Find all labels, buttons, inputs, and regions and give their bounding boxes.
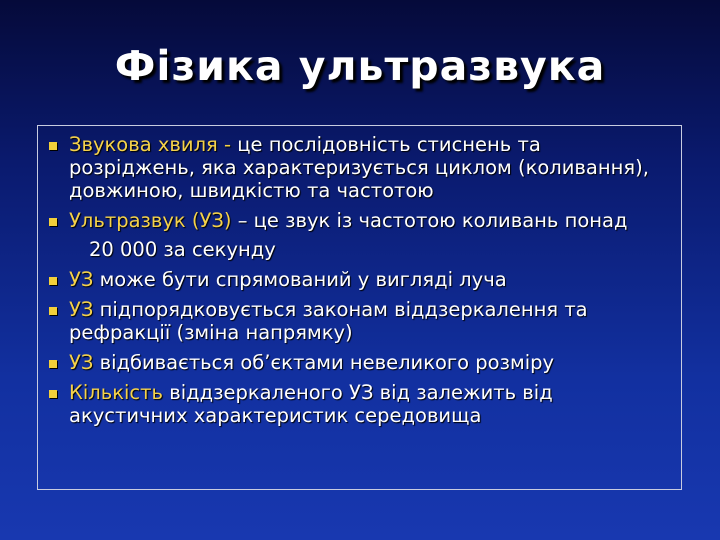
square-bullet-icon <box>49 218 57 226</box>
list-item-continuation <box>48 238 671 261</box>
item-term: Звукова хвиля - <box>69 133 232 156</box>
content-box <box>37 125 682 490</box>
item-text: відбивається об’єктами невеликого розміру <box>93 351 555 374</box>
square-bullet-icon <box>49 390 57 398</box>
slide-title: Фізика ультразвука <box>114 42 606 90</box>
square-bullet-icon <box>49 142 57 150</box>
item-term: УЗ <box>69 298 94 321</box>
item-text: підпорядковується законам віддзеркалення та рефракції (зміна напрямку) <box>69 298 588 344</box>
item-term: УЗ <box>69 268 94 291</box>
item-term: УЗ <box>69 351 94 374</box>
list-item <box>48 298 671 344</box>
item-text: 20 000 за секунду <box>89 238 276 261</box>
square-bullet-icon <box>49 360 57 368</box>
square-bullet-icon <box>49 307 57 315</box>
list-item <box>48 351 671 374</box>
square-bullet-icon <box>49 277 57 285</box>
item-text: віддзеркаленого УЗ від залежить від акустичних характеристик середовища <box>69 381 553 427</box>
list-item <box>48 209 671 232</box>
list-item <box>48 133 671 202</box>
list-item <box>48 268 671 291</box>
item-text: це послідовність стиснень та розріджень, яка характеризується циклом (коливання), довжиною, швидкістю та частотою <box>69 133 649 202</box>
item-text: – це звук із частотою коливань понад <box>231 209 628 232</box>
list-item <box>48 381 671 427</box>
item-term: Кількість <box>69 381 163 404</box>
item-term: Ультразвук (УЗ) <box>69 209 232 232</box>
item-text: може бути спрямований у вигляді луча <box>93 268 507 291</box>
